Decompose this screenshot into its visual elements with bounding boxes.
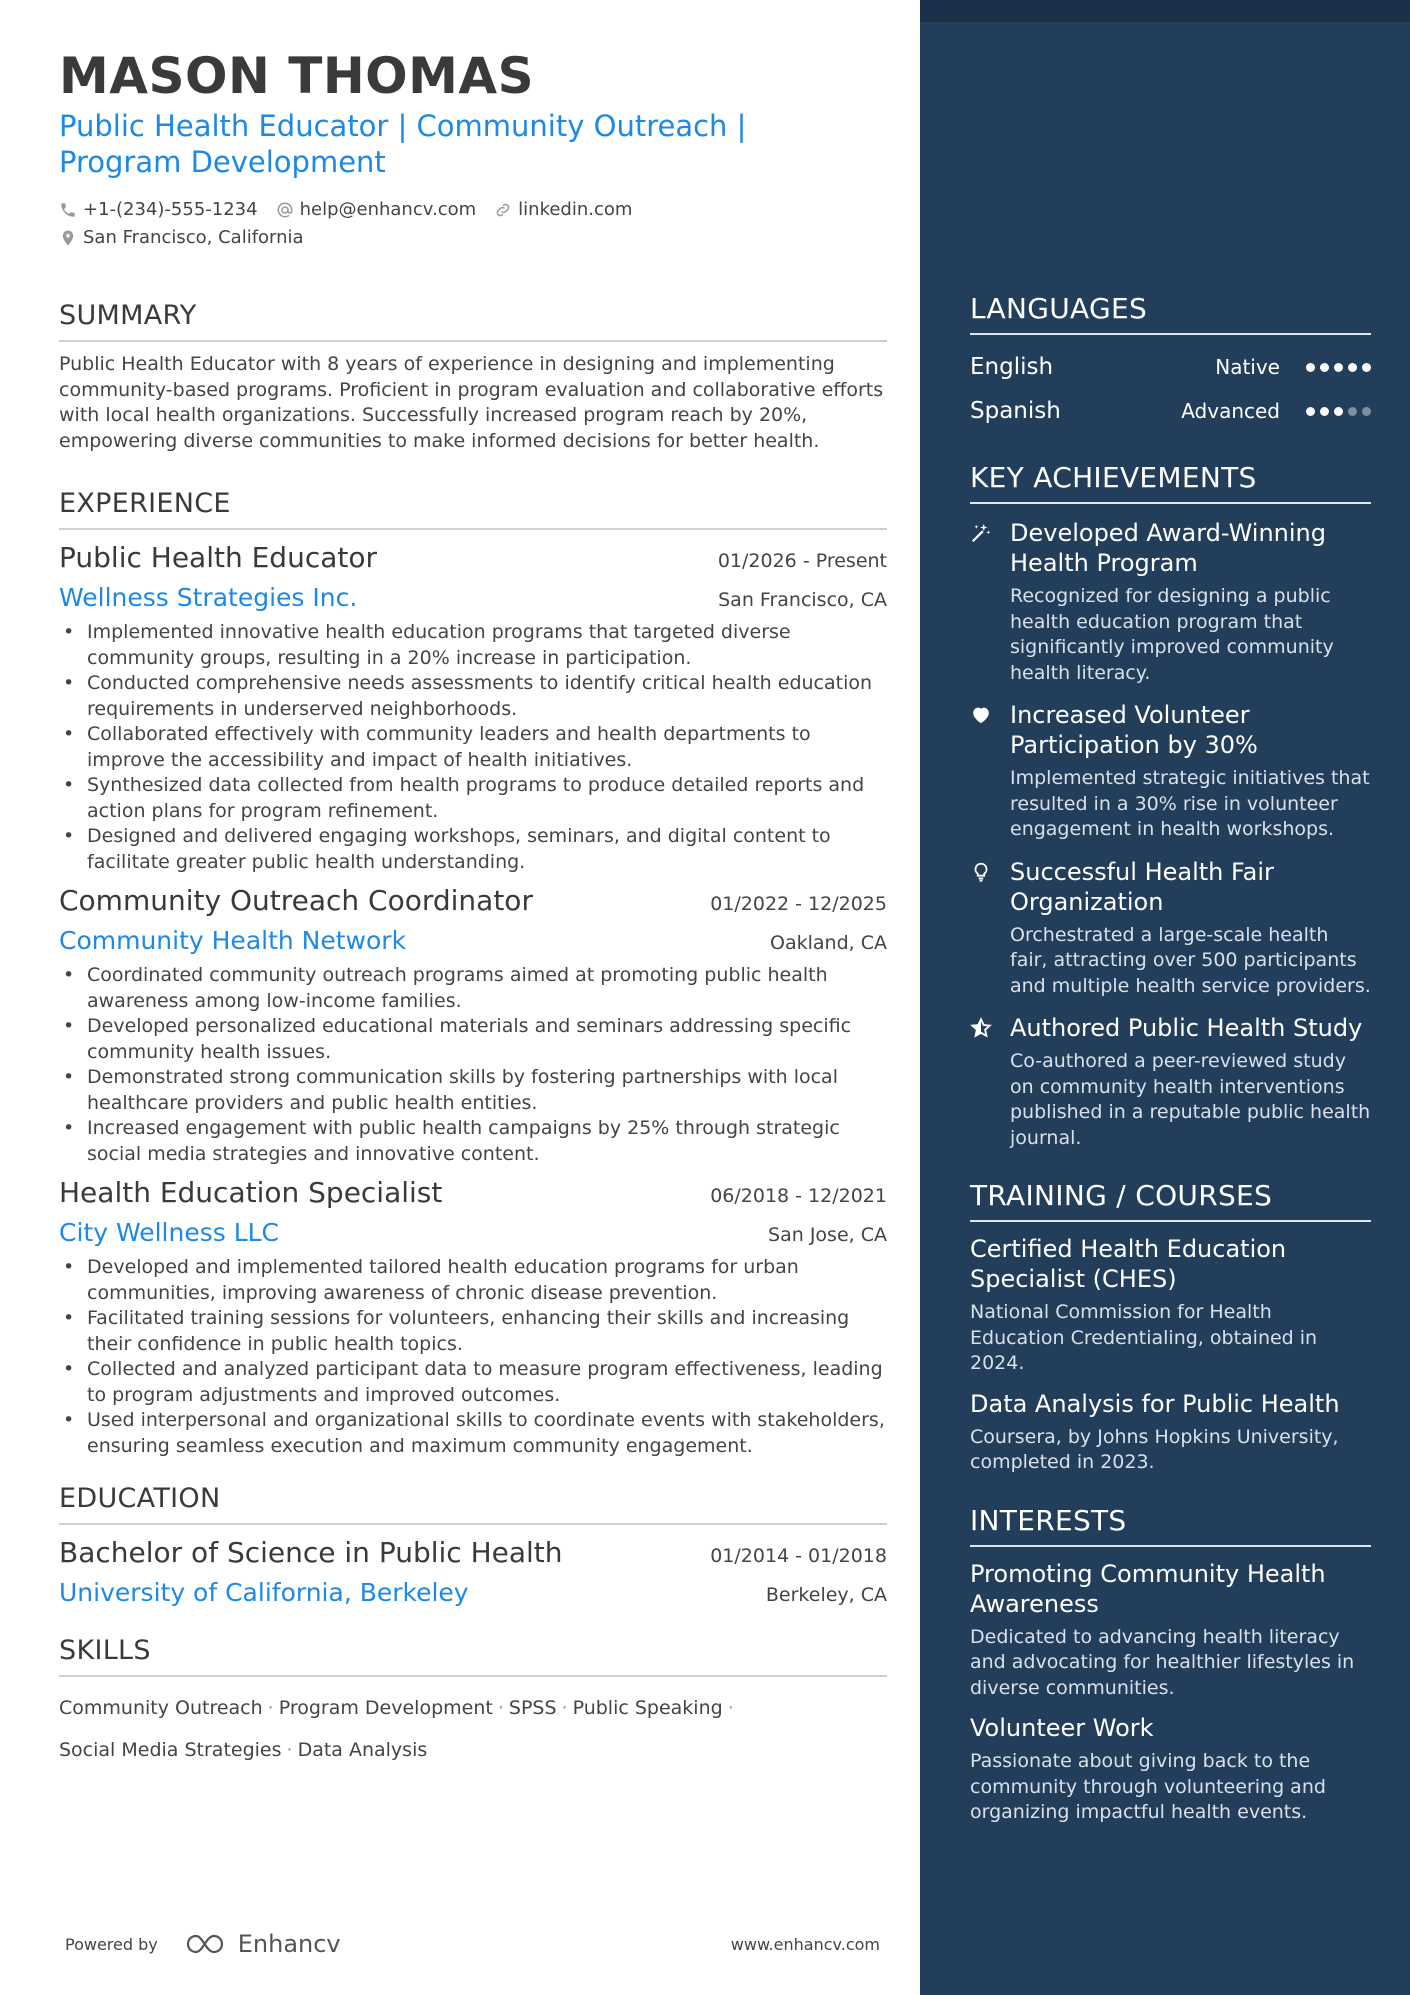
phone-contact[interactable] <box>59 196 258 224</box>
email-text: help@enhancv.com <box>299 199 477 220</box>
achievement-desc: Orchestrated a large-scale health fair, attracting over 500 participants and multiple health service providers. <box>1010 923 1371 997</box>
job-dates: 06/2018 - 12/2021 <box>710 1185 887 1207</box>
interest-item <box>970 1559 1371 1702</box>
lightbulb-icon <box>970 861 992 883</box>
achievement-item <box>970 1013 1371 1151</box>
job-entry <box>59 1175 887 1459</box>
bullet-item: • Developed personalized educational materials and seminars addressing specific community health issues. <box>59 1014 887 1065</box>
enhancv-logo-icon <box>184 1932 230 1956</box>
skills-title: SKILLS <box>59 1635 887 1677</box>
skills-list <box>59 1687 887 1771</box>
link-icon <box>494 201 512 219</box>
skill-item: SPSS <box>508 1697 557 1719</box>
sidebar-content <box>970 292 1371 1826</box>
language-name: Spanish <box>970 398 1061 424</box>
footer-brand <box>65 1930 341 1958</box>
interests-title: INTERESTS <box>970 1504 1371 1547</box>
skill-separator: · <box>727 1697 734 1719</box>
achievements-title: KEY ACHIEVEMENTS <box>970 461 1371 504</box>
skill-separator: · <box>267 1697 274 1719</box>
bullet-item: • Developed and implemented tailored health education programs for urban communities, improving awareness of chronic disease prevention. <box>59 1255 887 1306</box>
linkedin-text: linkedin.com <box>518 199 633 220</box>
achievement-desc: Recognized for designing a public health education program that significantly improved community health literacy. <box>1010 585 1334 684</box>
rating-dot-filled <box>1306 363 1315 372</box>
at-icon <box>276 201 294 219</box>
headline-line-2: Program Development <box>59 145 386 179</box>
achievement-item <box>970 857 1371 1000</box>
bullet-item: • Used interpersonal and organizational skills to coordinate events with stakeholders, ensuring seamless execution and maximum community engagement. <box>59 1408 887 1459</box>
course-title: Certified Health Education Specialist (CHES) <box>970 1235 1287 1293</box>
summary-text: Public Health Educator with 8 years of experience in designing and implementing community-based programs. Proficient in program evaluation and collaborative efforts with local health organizations. Successfully increased program reach by 20%, empowering diverse communities to make informed decisions for better health. <box>59 353 884 452</box>
bullet-item: • Synthesized data collected from health programs to produce detailed reports and action plans for program refinement. <box>59 773 887 824</box>
footer-url[interactable]: www.enhancv.com <box>730 1934 880 1954</box>
summary-title: SUMMARY <box>59 300 887 342</box>
bullet-item: • Collaborated effectively with community leaders and health departments to improve the accessibility and impact of health initiatives. <box>59 722 887 773</box>
skill-item: Social Media Strategies <box>59 1739 282 1761</box>
achievements-section <box>970 461 1371 1151</box>
rating-dot-filled <box>1334 363 1343 372</box>
bullet-item: • Increased engagement with public health campaigns by 25% through strategic social media strategies and innovative content. <box>59 1116 887 1167</box>
rating-dot-filled <box>1348 363 1357 372</box>
bullet-item: • Implemented innovative health education programs that targeted diverse community groups, resulting in a 20% increase in participation. <box>59 620 887 671</box>
language-level: Native <box>1215 355 1280 379</box>
language-item <box>970 345 1371 389</box>
email-contact[interactable] <box>276 196 477 224</box>
enhancv-logo[interactable] <box>184 1930 341 1958</box>
education-location: Berkeley, CA <box>765 1584 887 1606</box>
course-desc: Coursera, by Johns Hopkins University, completed in 2023. <box>970 1425 1339 1473</box>
rating-dot-filled <box>1362 363 1371 372</box>
language-rating <box>1306 363 1371 372</box>
languages-section <box>970 292 1371 433</box>
interest-item <box>970 1713 1371 1826</box>
candidate-name: MASON THOMAS <box>59 47 535 105</box>
location-text: San Francisco, California <box>83 227 304 248</box>
skill-item: Program Development <box>278 1697 493 1719</box>
company-name[interactable]: City Wellness LLC <box>59 1218 280 1247</box>
interest-desc: Passionate about giving back to the community through volunteering and organizing impactful health events. <box>970 1750 1326 1823</box>
rating-dot-filled <box>1334 407 1343 416</box>
course-title: Data Analysis for Public Health <box>970 1389 1340 1418</box>
headline <box>59 108 779 180</box>
contact-info <box>59 196 887 252</box>
achievement-title: Successful Health Fair Organization <box>1010 857 1274 916</box>
interest-title: Volunteer Work <box>970 1714 1154 1742</box>
job-title: Health Education Specialist <box>59 1176 443 1209</box>
achievement-title: Increased Volunteer Participation by 30% <box>1010 701 1258 759</box>
bullet-item: • Designed and delivered engaging workshops, seminars, and digital content to facilitate greater public health understanding. <box>59 824 887 875</box>
experience-section <box>59 488 887 1459</box>
sidebar-top-band <box>920 0 1410 22</box>
education-section <box>59 1483 887 1609</box>
language-level: Advanced <box>1181 399 1280 423</box>
phone-icon <box>59 201 77 219</box>
job-dates: 01/2022 - 12/2025 <box>710 893 887 915</box>
achievement-title: Developed Award-Winning Health Program <box>1010 519 1326 577</box>
job-location: San Francisco, CA <box>718 589 887 611</box>
interest-desc: Dedicated to advancing health literacy and advocating for healthier lifestyles in diverse communities. <box>970 1625 1355 1699</box>
interest-title: Promoting Community Health Awareness <box>970 1559 1326 1618</box>
job-location: San Jose, CA <box>768 1224 887 1246</box>
enhancv-logo-text: Enhancv <box>237 1930 341 1958</box>
job-entry <box>59 540 887 875</box>
heart-icon <box>970 704 992 726</box>
degree-title: Bachelor of Science in Public Health <box>59 1536 563 1569</box>
achievement-desc: Co-authored a peer-reviewed study on community health interventions published in a reputable public health journal. <box>1010 1050 1371 1149</box>
interests-section <box>970 1504 1371 1826</box>
rating-dot-empty <box>1362 407 1371 416</box>
achievement-title: Authored Public Health Study <box>1010 1014 1363 1042</box>
job-title: Public Health Educator <box>59 541 377 574</box>
languages-title: LANGUAGES <box>970 292 1371 335</box>
school-name[interactable]: University of California, Berkeley <box>59 1578 469 1607</box>
course-item <box>970 1389 1371 1476</box>
course-desc: National Commission for Health Education Credentialing, obtained in 2024. <box>970 1301 1318 1374</box>
job-bullets <box>59 1255 887 1459</box>
headline-line-1: Public Health Educator | Community Outreach | <box>59 109 747 143</box>
rating-dot-filled <box>1320 407 1329 416</box>
location-contact <box>59 224 304 252</box>
course-item <box>970 1234 1371 1377</box>
skill-item: Data Analysis <box>297 1739 428 1761</box>
bullet-item: • Demonstrated strong communication skills by fostering partnerships with local healthcare providers and public health entities. <box>59 1065 887 1116</box>
bullet-item: • Coordinated community outreach programs aimed at promoting public health awareness among low-income families. <box>59 963 887 1014</box>
main-content <box>59 46 887 1771</box>
job-location: Oakland, CA <box>770 932 887 954</box>
skill-separator: · <box>497 1697 504 1719</box>
achievement-item <box>970 700 1371 843</box>
education-title: EDUCATION <box>59 1483 887 1525</box>
job-dates: 01/2026 - Present <box>717 550 887 572</box>
magic-wand-icon <box>970 522 992 544</box>
education-dates: 01/2014 - 01/2018 <box>710 1545 887 1567</box>
rating-dot-empty <box>1348 407 1357 416</box>
company-name[interactable]: Wellness Strategies Inc. <box>59 583 358 612</box>
powered-by-label: Powered by <box>65 1934 158 1954</box>
skills-section <box>59 1635 887 1771</box>
sidebar <box>920 0 1410 1995</box>
summary-section <box>59 300 887 454</box>
phone-text: +1-(234)-555-1234 <box>83 199 258 220</box>
bullet-item: • Facilitated training sessions for volunteers, enhancing their skills and increasing their confidence in public health topics. <box>59 1306 887 1357</box>
bullet-item: • Conducted comprehensive needs assessments to identify critical health education requirements in underserved neighborhoods. <box>59 671 887 722</box>
footer <box>65 1930 880 1958</box>
achievement-item <box>970 518 1371 686</box>
job-title: Community Outreach Coordinator <box>59 884 533 917</box>
skill-separator: · <box>286 1739 293 1761</box>
job-entry <box>59 883 887 1167</box>
company-name[interactable]: Community Health Network <box>59 926 407 955</box>
skill-separator: · <box>561 1697 568 1719</box>
training-section <box>970 1179 1371 1476</box>
bullet-item: • Collected and analyzed participant data to measure program effectiveness, leading to program adjustments and improved outcomes. <box>59 1357 887 1408</box>
location-pin-icon <box>59 229 77 247</box>
skill-item: Public Speaking <box>572 1697 723 1719</box>
skill-item: Community Outreach <box>59 1697 263 1719</box>
job-bullets <box>59 963 887 1167</box>
job-bullets <box>59 620 887 875</box>
language-item <box>970 389 1371 433</box>
rating-dot-filled <box>1320 363 1329 372</box>
achievement-desc: Implemented strategic initiatives that resulted in a 30% rise in volunteer engagement in health workshops. <box>1010 767 1370 840</box>
training-title: TRAINING / COURSES <box>970 1179 1371 1222</box>
star-icon <box>970 1017 992 1039</box>
language-name: English <box>970 354 1054 380</box>
linkedin-contact[interactable] <box>494 196 632 224</box>
rating-dot-filled <box>1306 407 1315 416</box>
experience-title: EXPERIENCE <box>59 488 887 530</box>
language-rating <box>1306 407 1371 416</box>
